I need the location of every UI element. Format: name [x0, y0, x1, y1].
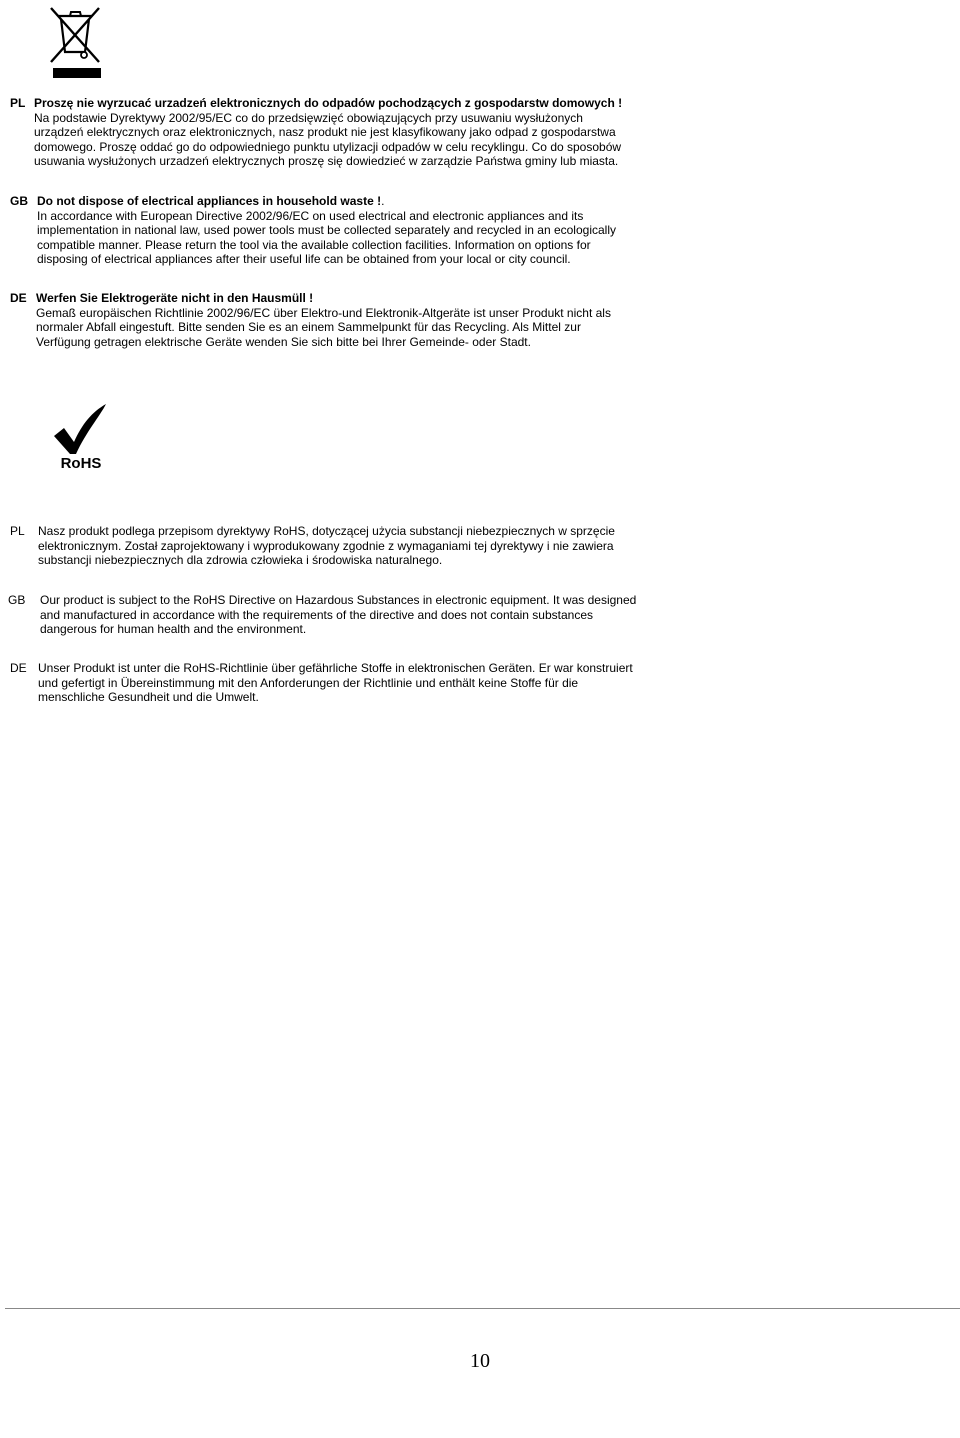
rohs-pl-block [38, 524, 615, 568]
rohs-gb-line: Our product is subject to the RoHS Directive on Hazardous Substances in electronic equipment. It was designed [40, 593, 637, 607]
rohs-de-code: DE [10, 661, 27, 675]
weee-gb-heading-suffix: . [381, 194, 385, 208]
weee-pl-block [34, 96, 622, 125]
weee-pl-code: PL [10, 96, 26, 110]
weee-pl-line: urządzeń elektrycznych oraz elektronicznych, nasz produkt nie jest klasyfikowany jako odpad z gospodarstwa [34, 125, 616, 139]
page-number: 10 [470, 1350, 490, 1372]
weee-gb-block [37, 194, 616, 267]
rohs-gb-block [40, 593, 636, 637]
rohs-de-line: Unser Produkt ist unter die RoHS-Richtlinie über gefährliche Stoffe in elektronischen Geräten. Er war konstruiert [38, 661, 633, 675]
weee-pl-line: usuwania wysłużonych urzadzeń elektrycznych proszę się dowiedzieć w zarządzie Państwa gminy lub miasta. [34, 154, 619, 169]
weee-pl-line: domowego. Proszę oddać go do odpowiedniego punktu utylizacji odpadów w celu recyklingu. Co do sposobów [34, 139, 622, 154]
weee-de-code: DE [10, 291, 27, 305]
rohs-de-block [38, 661, 633, 705]
rohs-de-line: menschliche Gesundheit und die Umwelt. [38, 690, 259, 705]
weee-de-block [36, 291, 611, 349]
footer-divider [5, 1308, 960, 1309]
weee-gb-line: compatible manner. Please return the tool via the available collection facilities. Information on options for [37, 237, 591, 252]
rohs-pl-line: elektronicznym. Został zaprojektowany i wyprodukowany zgodnie z wymaganiami tej dyrektywy i nie zawiera [38, 538, 614, 553]
weee-de-heading: Werfen Sie Elektrogeräte nicht in den Hausmüll ! [36, 291, 314, 305]
weee-de-line: Gemaß europäischen Richtlinie 2002/96/EC über Elektro-und Elektronik-Altgeräte ist unser Produkt nicht als [36, 305, 611, 320]
rohs-logo [50, 402, 112, 472]
weee-de-line: normaler Abfall eingestuft. Bitte senden Sie es an einem Sammelpunkt für das Recycling. Als Mittel zur [36, 320, 581, 335]
rohs-check-icon [50, 402, 112, 472]
rohs-pl-code: PL [10, 524, 25, 538]
weee-pl-line: Na podstawie Dyrektywy 2002/95/EC co do przedsięwzięć obowiązujących przy usuwaniu wysłużonych [34, 110, 583, 125]
weee-gb-line: disposing of electrical appliances after their useful life can be obtained from your local or city council. [37, 252, 571, 267]
rohs-de-line: und gefertigt in Übereinstimmung mit den Anforderungen der Richtlinie und enthält keine Stoffe für die [38, 675, 579, 690]
crossed-out-bin-icon [44, 2, 106, 80]
rohs-gb-line: dangerous for human health and the environment. [40, 622, 307, 637]
rohs-gb-code: GB [8, 593, 26, 607]
rohs-pl-line: Nasz produkt podlega przepisom dyrektywy RoHS, dotyczącej użycia substancji niebezpiecznych w sprzęcie [38, 524, 615, 538]
weee-gb-line: In accordance with European Directive 2002/96/EC on used electrical and electronic appliances and its [37, 208, 584, 223]
weee-de-line: Verfügung getragen elektrische Geräte wenden Sie sich bitte bei Ihrer Gemeinde- oder Stadt. [36, 334, 531, 349]
rohs-pl-line: substancji niebezpiecznych dla zdrowia człowieka i środowiska naturalnego. [38, 553, 443, 568]
weee-gb-heading-line [37, 194, 616, 209]
weee-gb-code: GB [10, 194, 28, 208]
weee-pl-body [34, 125, 621, 169]
weee-gb-heading: Do not dispose of electrical appliances in household waste ! [37, 194, 382, 208]
rohs-logo-text: RoHS [60, 455, 102, 472]
rohs-gb-line: and manufactured in accordance with the requirements of the directive and does not contain substances [40, 607, 594, 622]
weee-gb-line: implementation in national law, used power tools must be collected separately and recycled in an ecologically [37, 223, 616, 238]
weee-pl-heading: Proszę nie wyrzucać urzadzeń elektronicznych do odpadów pochodzących z gospodarstw domowych ! [34, 96, 623, 110]
